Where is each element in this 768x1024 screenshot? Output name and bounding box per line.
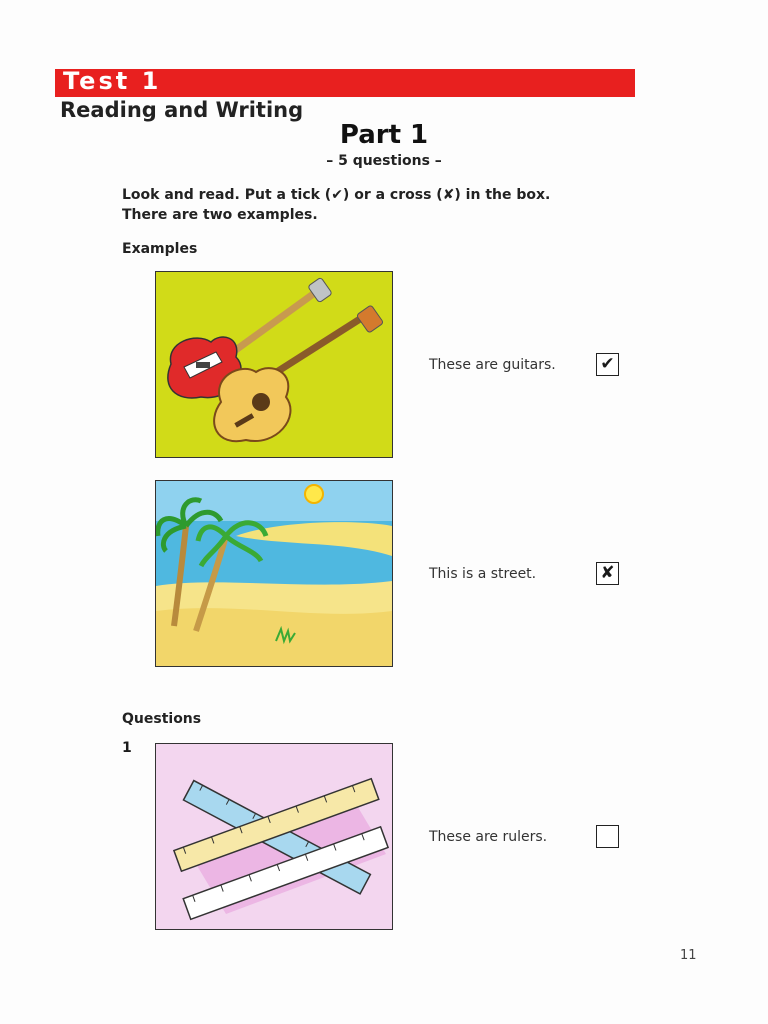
part-title: Part 1 — [339, 120, 429, 150]
question-1-sentence: These are rulers. — [429, 829, 548, 845]
questions-label: Questions — [122, 711, 202, 727]
question-1-answer-box[interactable] — [596, 825, 619, 848]
beach-picture — [155, 480, 393, 667]
page-number: 11 — [680, 948, 697, 963]
rulers-picture — [155, 743, 393, 930]
examples-label: Examples — [122, 241, 198, 257]
test-banner — [55, 69, 635, 97]
example-1-sentence: These are guitars. — [429, 357, 556, 373]
test-label: Test 1 — [63, 67, 162, 95]
question-number: 1 — [122, 740, 132, 756]
part-subtitle: – 5 questions – — [326, 153, 442, 169]
example-1-answer-box: ✔ — [596, 353, 619, 376]
guitars-picture — [155, 271, 393, 458]
instruction-line-1: Look and read. Put a tick (✔) or a cross (✘) in the box. — [122, 187, 551, 203]
example-2-sentence: This is a street. — [429, 566, 537, 582]
section-subtitle: Reading and Writing — [60, 98, 304, 122]
instruction-line-2: There are two examples. — [122, 207, 318, 223]
example-2-answer-box: ✘ — [596, 562, 619, 585]
